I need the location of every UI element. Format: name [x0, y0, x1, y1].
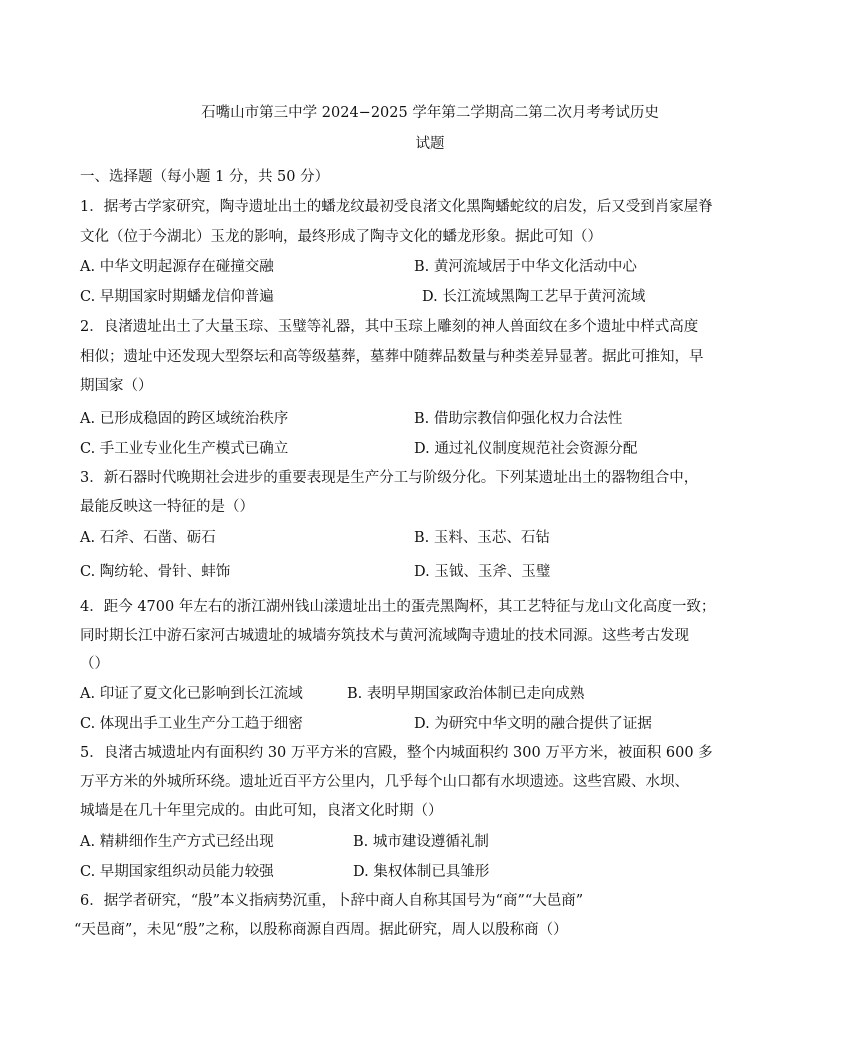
- question-5-line-1: 5．良渚古城遗址内有面积约 30 万平方米的宫殿，整个内城面积约 300 万平方米，被面积 600 多: [80, 745, 713, 761]
- question-5-option-d: D. 集权体制已具雏形: [353, 864, 490, 880]
- question-2-line-1: 2．良渚遗址出土了大量玉琮、玉璧等礼器，其中玉琮上雕刻的神人兽面纹在多个遗址中样式高度: [80, 319, 699, 335]
- question-3-option-c: C. 陶纺轮、骨针、蚌饰: [80, 564, 231, 580]
- question-5-option-c: C. 早期国家组织动员能力较强: [80, 864, 274, 880]
- question-1-option-a: A. 中华文明起源存在碰撞交融: [80, 259, 274, 275]
- question-2-line-3: 期国家（）: [80, 378, 153, 394]
- document-title: 石嘴山市第三中学 2024−2025 学年第二学期高二第二次月考考试历史: [201, 105, 659, 121]
- section-heading: 一、选择题（每小题 1 分，共 50 分）: [80, 169, 330, 185]
- question-1-line-1: 1．据考古学家研究，陶寺遗址出土的蟠龙纹最初受良渚文化黑陶蟠蛇纹的启发，后又受到肖家屋脊: [80, 199, 713, 215]
- question-3-option-d: D. 玉钺、玉斧、玉璧: [414, 564, 551, 580]
- question-4-option-d: D. 为研究中华文明的融合提供了证据: [414, 716, 652, 732]
- question-2-line-2: 相似；遗址中还发现大型祭坛和高等级墓葬，墓葬中随葬品数量与种类差异显著。据此可推知，早: [80, 349, 704, 365]
- question-3-option-a: A. 石斧、石凿、砺石: [80, 530, 216, 546]
- question-2-option-a: A. 已形成稳固的跨区域统治秩序: [80, 411, 289, 427]
- question-5-option-b: B. 城市建设遵循礼制: [353, 834, 489, 850]
- question-1-line-2: 文化（位于今湖北）玉龙的影响，最终形成了陶寺文化的蟠龙形象。据此可知（）: [80, 229, 602, 245]
- question-5-line-3: 城墙是在几十年里完成的。由此可知，良渚文化时期（）: [80, 803, 443, 819]
- question-3-line-2: 最能反映这一特征的是（）: [80, 499, 254, 515]
- question-4-option-a: A. 印证了夏文化已影响到长江流域: [80, 686, 303, 702]
- question-4-option-c: C. 体现出手工业生产分工趋于细密: [80, 716, 303, 732]
- question-2-option-b: B. 借助宗教信仰强化权力合法性: [414, 411, 623, 427]
- question-5-line-2: 万平方米的外城所环绕。遗址近百平方公里内，几乎每个山口都有水坝遗迹。这些宫殿、水坝、: [80, 774, 689, 790]
- question-1-option-d: D. 长江流域黑陶工艺早于黄河流域: [422, 289, 646, 305]
- question-5-option-a: A. 精耕细作生产方式已经出现: [80, 834, 274, 850]
- question-2-option-d: D. 通过礼仪制度规范社会资源分配: [414, 441, 638, 457]
- question-4-line-1: 4．距今 4700 年左右的浙江湖州钱山漾遗址出土的蛋壳黑陶杯，其工艺特征与龙山文化高度一致；: [80, 599, 716, 615]
- question-3-option-b: B. 玉料、玉芯、石钻: [414, 530, 550, 546]
- question-4-line-2: 同时期长江中游石家河古城遗址的城墙夯筑技术与黄河流域陶寺遗址的技术同源。这些考古发现: [80, 628, 689, 644]
- question-4-option-b: B. 表明早期国家政治体制已走向成熟: [347, 686, 585, 702]
- question-2-option-c: C. 手工业专业化生产模式已确立: [80, 441, 289, 457]
- question-1-option-b: B. 黄河流域居于中华文化活动中心: [414, 259, 637, 275]
- question-6-line-2: “天邑商”，未见“殷”之称，以殷称商源自西周。据此研究，周人以殷称商（）: [74, 922, 568, 938]
- question-3-line-1: 3．新石器时代晚期社会进步的重要表现是生产分工与阶级分化。下列某遗址出土的器物组合中，: [80, 470, 699, 486]
- question-1-option-c: C. 早期国家时期蟠龙信仰普遍: [80, 289, 274, 305]
- question-4-line-3: （）: [80, 656, 109, 672]
- document-title-continued: 试题: [415, 136, 445, 152]
- question-6-line-1: 6．据学者研究，“殷”本义指病势沉重，卜辞中商人自称其国号为“商”“大邑商”: [80, 893, 584, 909]
